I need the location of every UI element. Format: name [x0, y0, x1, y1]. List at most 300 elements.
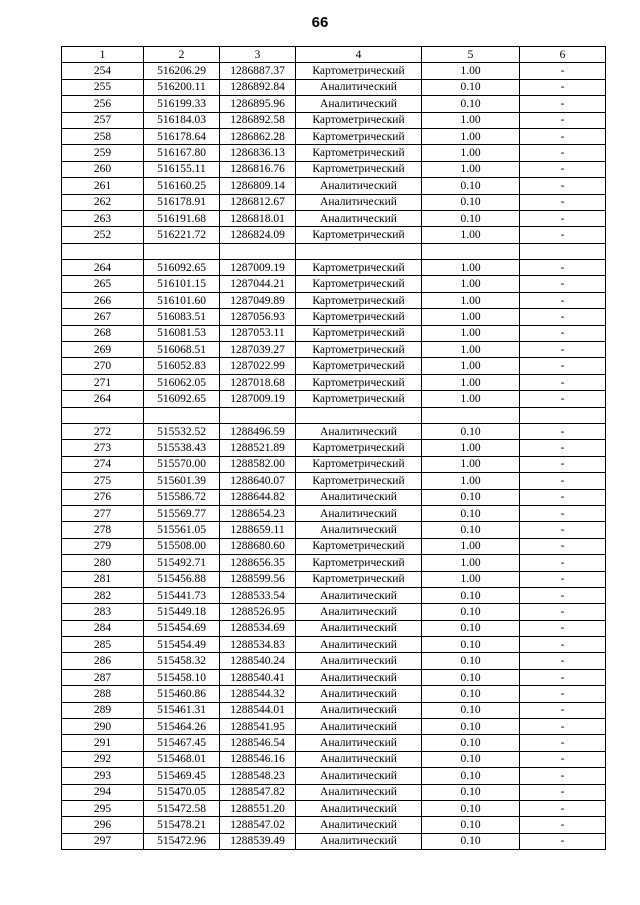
method-cell: Аналитический — [296, 620, 422, 636]
note-cell: - — [520, 227, 606, 243]
x-coordinate-cell: 515532.52 — [144, 423, 220, 439]
point-number-cell: 288 — [62, 686, 144, 702]
accuracy-cell: 1.00 — [422, 555, 520, 571]
y-coordinate-cell: 1286809.14 — [220, 178, 296, 194]
y-coordinate-cell: 1287056.93 — [220, 309, 296, 325]
note-cell: - — [520, 686, 606, 702]
method-cell: Картометрический — [296, 538, 422, 554]
note-cell: - — [520, 96, 606, 112]
column-header: 4 — [296, 47, 422, 63]
note-cell: - — [520, 128, 606, 144]
method-cell: Аналитический — [296, 817, 422, 833]
x-coordinate-cell: 515461.31 — [144, 702, 220, 718]
note-cell: - — [520, 342, 606, 358]
note-cell: - — [520, 768, 606, 784]
note-cell: - — [520, 751, 606, 767]
point-number-cell: 273 — [62, 440, 144, 456]
table-row — [62, 243, 606, 259]
note-cell: - — [520, 161, 606, 177]
method-cell: Картометрический — [296, 112, 422, 128]
point-number-cell: 277 — [62, 505, 144, 521]
accuracy-cell: 0.10 — [422, 686, 520, 702]
column-header: 2 — [144, 47, 220, 63]
accuracy-cell: 0.10 — [422, 522, 520, 538]
point-number-cell: 268 — [62, 325, 144, 341]
accuracy-cell: 0.10 — [422, 817, 520, 833]
y-coordinate-cell: 1286895.96 — [220, 96, 296, 112]
table-row — [62, 440, 606, 456]
note-cell: - — [520, 587, 606, 603]
table-row — [62, 407, 606, 423]
point-number-cell: 257 — [62, 112, 144, 128]
y-coordinate-cell: 1286862.28 — [220, 128, 296, 144]
note-cell: - — [520, 423, 606, 439]
table-row — [62, 325, 606, 341]
accuracy-cell: 0.10 — [422, 784, 520, 800]
point-number-cell: 260 — [62, 161, 144, 177]
point-number-cell: 266 — [62, 292, 144, 308]
point-number-cell: 280 — [62, 555, 144, 571]
x-coordinate-cell: 516101.60 — [144, 292, 220, 308]
column-header: 1 — [62, 47, 144, 63]
x-coordinate-cell: 515456.88 — [144, 571, 220, 587]
y-coordinate-cell: 1288534.83 — [220, 637, 296, 653]
accuracy-cell: 1.00 — [422, 227, 520, 243]
x-coordinate-cell: 515460.86 — [144, 686, 220, 702]
x-coordinate-cell: 516178.64 — [144, 128, 220, 144]
point-number-cell: 259 — [62, 145, 144, 161]
method-cell: Аналитический — [296, 423, 422, 439]
x-coordinate-cell: 515454.49 — [144, 637, 220, 653]
note-cell — [520, 243, 606, 259]
note-cell: - — [520, 604, 606, 620]
table-row — [62, 620, 606, 636]
table-header-row — [62, 47, 606, 63]
coordinates-table — [61, 46, 606, 850]
point-number-cell — [62, 407, 144, 423]
y-coordinate-cell: 1286816.76 — [220, 161, 296, 177]
point-number-cell: 274 — [62, 456, 144, 472]
method-cell: Аналитический — [296, 604, 422, 620]
point-number-cell: 294 — [62, 784, 144, 800]
y-coordinate-cell — [220, 407, 296, 423]
note-cell: - — [520, 800, 606, 816]
method-cell: Картометрический — [296, 325, 422, 341]
accuracy-cell: 0.10 — [422, 637, 520, 653]
x-coordinate-cell: 516199.33 — [144, 96, 220, 112]
note-cell: - — [520, 669, 606, 685]
table-row — [62, 309, 606, 325]
table-row — [62, 374, 606, 390]
point-number-cell: 252 — [62, 227, 144, 243]
x-coordinate-cell: 516068.51 — [144, 342, 220, 358]
method-cell: Аналитический — [296, 719, 422, 735]
table-row — [62, 96, 606, 112]
y-coordinate-cell: 1286892.84 — [220, 79, 296, 95]
point-number-cell: 254 — [62, 63, 144, 79]
x-coordinate-cell: 515601.39 — [144, 473, 220, 489]
y-coordinate-cell: 1287044.21 — [220, 276, 296, 292]
x-coordinate-cell: 515469.45 — [144, 768, 220, 784]
accuracy-cell: 0.10 — [422, 423, 520, 439]
table-row — [62, 489, 606, 505]
accuracy-cell: 0.10 — [422, 702, 520, 718]
note-cell: - — [520, 555, 606, 571]
x-coordinate-cell: 515458.10 — [144, 669, 220, 685]
x-coordinate-cell: 515538.43 — [144, 440, 220, 456]
method-cell: Аналитический — [296, 210, 422, 226]
table-row — [62, 210, 606, 226]
method-cell: Картометрический — [296, 292, 422, 308]
x-coordinate-cell: 515441.73 — [144, 587, 220, 603]
x-coordinate-cell — [144, 243, 220, 259]
method-cell: Аналитический — [296, 489, 422, 505]
method-cell: Аналитический — [296, 669, 422, 685]
point-number-cell: 258 — [62, 128, 144, 144]
x-coordinate-cell: 515586.72 — [144, 489, 220, 505]
table-row — [62, 817, 606, 833]
table-row — [62, 112, 606, 128]
y-coordinate-cell: 1286836.13 — [220, 145, 296, 161]
point-number-cell: 271 — [62, 374, 144, 390]
accuracy-cell: 1.00 — [422, 292, 520, 308]
table-row — [62, 63, 606, 79]
column-header: 6 — [520, 47, 606, 63]
x-coordinate-cell: 516178.91 — [144, 194, 220, 210]
table-row — [62, 768, 606, 784]
y-coordinate-cell: 1288548.23 — [220, 768, 296, 784]
column-header: 3 — [220, 47, 296, 63]
x-coordinate-cell: 515449.18 — [144, 604, 220, 620]
accuracy-cell: 0.10 — [422, 587, 520, 603]
x-coordinate-cell: 516191.68 — [144, 210, 220, 226]
note-cell: - — [520, 505, 606, 521]
x-coordinate-cell: 516184.03 — [144, 112, 220, 128]
y-coordinate-cell: 1287039.27 — [220, 342, 296, 358]
accuracy-cell: 1.00 — [422, 309, 520, 325]
table-row — [62, 751, 606, 767]
x-coordinate-cell: 515478.21 — [144, 817, 220, 833]
table-row — [62, 637, 606, 653]
point-number-cell: 289 — [62, 702, 144, 718]
note-cell: - — [520, 784, 606, 800]
point-number-cell: 290 — [62, 719, 144, 735]
table-row — [62, 669, 606, 685]
y-coordinate-cell: 1288654.23 — [220, 505, 296, 521]
note-cell: - — [520, 620, 606, 636]
x-coordinate-cell: 516206.29 — [144, 63, 220, 79]
accuracy-cell: 0.10 — [422, 604, 520, 620]
note-cell: - — [520, 194, 606, 210]
accuracy-cell — [422, 407, 520, 423]
point-number-cell: 286 — [62, 653, 144, 669]
point-number-cell: 297 — [62, 833, 144, 849]
x-coordinate-cell: 515454.69 — [144, 620, 220, 636]
table-row — [62, 276, 606, 292]
note-cell: - — [520, 571, 606, 587]
method-cell: Аналитический — [296, 637, 422, 653]
method-cell: Картометрический — [296, 555, 422, 571]
point-number-cell: 270 — [62, 358, 144, 374]
point-number-cell: 263 — [62, 210, 144, 226]
point-number-cell: 255 — [62, 79, 144, 95]
point-number-cell: 276 — [62, 489, 144, 505]
table-row — [62, 522, 606, 538]
accuracy-cell: 1.00 — [422, 161, 520, 177]
x-coordinate-cell: 516083.51 — [144, 309, 220, 325]
point-number-cell: 281 — [62, 571, 144, 587]
note-cell: - — [520, 522, 606, 538]
point-number-cell: 275 — [62, 473, 144, 489]
accuracy-cell: 0.10 — [422, 489, 520, 505]
accuracy-cell: 0.10 — [422, 751, 520, 767]
note-cell: - — [520, 637, 606, 653]
table-row — [62, 178, 606, 194]
method-cell: Картометрический — [296, 145, 422, 161]
note-cell: - — [520, 260, 606, 276]
y-coordinate-cell: 1288599.56 — [220, 571, 296, 587]
table-row — [62, 342, 606, 358]
table-row — [62, 358, 606, 374]
table-row — [62, 653, 606, 669]
y-coordinate-cell: 1287018.68 — [220, 374, 296, 390]
accuracy-cell: 0.10 — [422, 719, 520, 735]
accuracy-cell: 1.00 — [422, 325, 520, 341]
note-cell: - — [520, 653, 606, 669]
y-coordinate-cell: 1286892.58 — [220, 112, 296, 128]
table-row — [62, 473, 606, 489]
point-number-cell: 282 — [62, 587, 144, 603]
point-number-cell: 296 — [62, 817, 144, 833]
method-cell: Картометрический — [296, 473, 422, 489]
y-coordinate-cell — [220, 243, 296, 259]
table-row — [62, 555, 606, 571]
note-cell: - — [520, 325, 606, 341]
x-coordinate-cell: 515470.05 — [144, 784, 220, 800]
x-coordinate-cell: 516200.11 — [144, 79, 220, 95]
point-number-cell: 264 — [62, 391, 144, 407]
accuracy-cell: 1.00 — [422, 538, 520, 554]
point-number-cell: 278 — [62, 522, 144, 538]
x-coordinate-cell: 515570.00 — [144, 456, 220, 472]
y-coordinate-cell: 1288546.16 — [220, 751, 296, 767]
x-coordinate-cell: 516081.53 — [144, 325, 220, 341]
y-coordinate-cell: 1287049.89 — [220, 292, 296, 308]
x-coordinate-cell: 515464.26 — [144, 719, 220, 735]
y-coordinate-cell: 1288582.00 — [220, 456, 296, 472]
accuracy-cell: 0.10 — [422, 669, 520, 685]
x-coordinate-cell: 516155.11 — [144, 161, 220, 177]
accuracy-cell: 1.00 — [422, 145, 520, 161]
note-cell — [520, 407, 606, 423]
note-cell: - — [520, 473, 606, 489]
method-cell: Аналитический — [296, 751, 422, 767]
point-number-cell: 256 — [62, 96, 144, 112]
method-cell: Аналитический — [296, 194, 422, 210]
accuracy-cell: 1.00 — [422, 456, 520, 472]
y-coordinate-cell: 1288541.95 — [220, 719, 296, 735]
note-cell: - — [520, 489, 606, 505]
x-coordinate-cell: 515508.00 — [144, 538, 220, 554]
note-cell: - — [520, 358, 606, 374]
method-cell: Картометрический — [296, 309, 422, 325]
accuracy-cell: 0.10 — [422, 833, 520, 849]
method-cell: Картометрический — [296, 571, 422, 587]
point-number-cell: 293 — [62, 768, 144, 784]
page-number: 66 — [311, 14, 329, 31]
table-row — [62, 505, 606, 521]
x-coordinate-cell: 515472.96 — [144, 833, 220, 849]
y-coordinate-cell: 1288656.35 — [220, 555, 296, 571]
note-cell: - — [520, 817, 606, 833]
y-coordinate-cell: 1288521.89 — [220, 440, 296, 456]
note-cell: - — [520, 145, 606, 161]
y-coordinate-cell: 1286818.01 — [220, 210, 296, 226]
column-header: 5 — [422, 47, 520, 63]
y-coordinate-cell: 1288533.54 — [220, 587, 296, 603]
point-number-cell: 285 — [62, 637, 144, 653]
accuracy-cell: 0.10 — [422, 653, 520, 669]
point-number-cell: 264 — [62, 260, 144, 276]
note-cell: - — [520, 374, 606, 390]
note-cell: - — [520, 719, 606, 735]
method-cell: Картометрический — [296, 260, 422, 276]
table-row — [62, 800, 606, 816]
table-row — [62, 719, 606, 735]
method-cell: Картометрический — [296, 374, 422, 390]
point-number-cell: 292 — [62, 751, 144, 767]
method-cell: Аналитический — [296, 587, 422, 603]
point-number-cell: 295 — [62, 800, 144, 816]
y-coordinate-cell: 1288540.41 — [220, 669, 296, 685]
method-cell: Аналитический — [296, 79, 422, 95]
point-number-cell: 267 — [62, 309, 144, 325]
y-coordinate-cell: 1288547.02 — [220, 817, 296, 833]
table-row — [62, 587, 606, 603]
note-cell: - — [520, 178, 606, 194]
accuracy-cell: 0.10 — [422, 210, 520, 226]
note-cell: - — [520, 79, 606, 95]
table-row — [62, 391, 606, 407]
x-coordinate-cell: 516052.83 — [144, 358, 220, 374]
table-row — [62, 292, 606, 308]
y-coordinate-cell: 1288544.32 — [220, 686, 296, 702]
accuracy-cell: 1.00 — [422, 112, 520, 128]
point-number-cell: 287 — [62, 669, 144, 685]
point-number-cell: 279 — [62, 538, 144, 554]
note-cell: - — [520, 63, 606, 79]
y-coordinate-cell: 1287009.19 — [220, 391, 296, 407]
point-number-cell: 272 — [62, 423, 144, 439]
method-cell: Аналитический — [296, 505, 422, 521]
note-cell: - — [520, 391, 606, 407]
table-row — [62, 161, 606, 177]
point-number-cell — [62, 243, 144, 259]
table-row — [62, 145, 606, 161]
method-cell: Картометрический — [296, 227, 422, 243]
x-coordinate-cell: 516167.80 — [144, 145, 220, 161]
accuracy-cell: 0.10 — [422, 800, 520, 816]
method-cell: Картометрический — [296, 440, 422, 456]
y-coordinate-cell: 1286812.67 — [220, 194, 296, 210]
x-coordinate-cell: 515561.05 — [144, 522, 220, 538]
y-coordinate-cell: 1286824.09 — [220, 227, 296, 243]
y-coordinate-cell: 1287009.19 — [220, 260, 296, 276]
method-cell: Аналитический — [296, 686, 422, 702]
accuracy-cell: 0.10 — [422, 79, 520, 95]
note-cell: - — [520, 276, 606, 292]
table-row — [62, 784, 606, 800]
accuracy-cell — [422, 243, 520, 259]
x-coordinate-cell: 515468.01 — [144, 751, 220, 767]
table-row — [62, 79, 606, 95]
table-row — [62, 571, 606, 587]
y-coordinate-cell: 1288659.11 — [220, 522, 296, 538]
point-number-cell: 265 — [62, 276, 144, 292]
method-cell: Картометрический — [296, 128, 422, 144]
y-coordinate-cell: 1288526.95 — [220, 604, 296, 620]
method-cell: Картометрический — [296, 342, 422, 358]
accuracy-cell: 1.00 — [422, 358, 520, 374]
method-cell: Картометрический — [296, 161, 422, 177]
y-coordinate-cell: 1287053.11 — [220, 325, 296, 341]
point-number-cell: 291 — [62, 735, 144, 751]
table-row — [62, 194, 606, 210]
table-row — [62, 128, 606, 144]
note-cell: - — [520, 538, 606, 554]
method-cell: Аналитический — [296, 784, 422, 800]
accuracy-cell: 1.00 — [422, 473, 520, 489]
y-coordinate-cell: 1288534.69 — [220, 620, 296, 636]
method-cell: Аналитический — [296, 522, 422, 538]
y-coordinate-cell: 1286887.37 — [220, 63, 296, 79]
y-coordinate-cell: 1288546.54 — [220, 735, 296, 751]
method-cell: Аналитический — [296, 768, 422, 784]
method-cell: Аналитический — [296, 735, 422, 751]
accuracy-cell: 0.10 — [422, 505, 520, 521]
point-number-cell: 269 — [62, 342, 144, 358]
note-cell: - — [520, 292, 606, 308]
x-coordinate-cell: 516062.05 — [144, 374, 220, 390]
x-coordinate-cell: 516092.65 — [144, 391, 220, 407]
accuracy-cell: 1.00 — [422, 276, 520, 292]
table-row — [62, 833, 606, 849]
accuracy-cell: 0.10 — [422, 768, 520, 784]
note-cell: - — [520, 702, 606, 718]
point-number-cell: 284 — [62, 620, 144, 636]
method-cell: Аналитический — [296, 702, 422, 718]
accuracy-cell: 1.00 — [422, 374, 520, 390]
y-coordinate-cell: 1288539.49 — [220, 833, 296, 849]
y-coordinate-cell: 1288540.24 — [220, 653, 296, 669]
method-cell: Аналитический — [296, 653, 422, 669]
y-coordinate-cell: 1288496.59 — [220, 423, 296, 439]
x-coordinate-cell: 515569.77 — [144, 505, 220, 521]
y-coordinate-cell: 1288640.07 — [220, 473, 296, 489]
accuracy-cell: 1.00 — [422, 440, 520, 456]
note-cell: - — [520, 456, 606, 472]
accuracy-cell: 0.10 — [422, 735, 520, 751]
x-coordinate-cell — [144, 407, 220, 423]
x-coordinate-cell: 516092.65 — [144, 260, 220, 276]
accuracy-cell: 1.00 — [422, 128, 520, 144]
x-coordinate-cell: 515492.71 — [144, 555, 220, 571]
y-coordinate-cell: 1288551.20 — [220, 800, 296, 816]
method-cell: Аналитический — [296, 96, 422, 112]
y-coordinate-cell: 1288680.60 — [220, 538, 296, 554]
table-row — [62, 260, 606, 276]
note-cell: - — [520, 735, 606, 751]
